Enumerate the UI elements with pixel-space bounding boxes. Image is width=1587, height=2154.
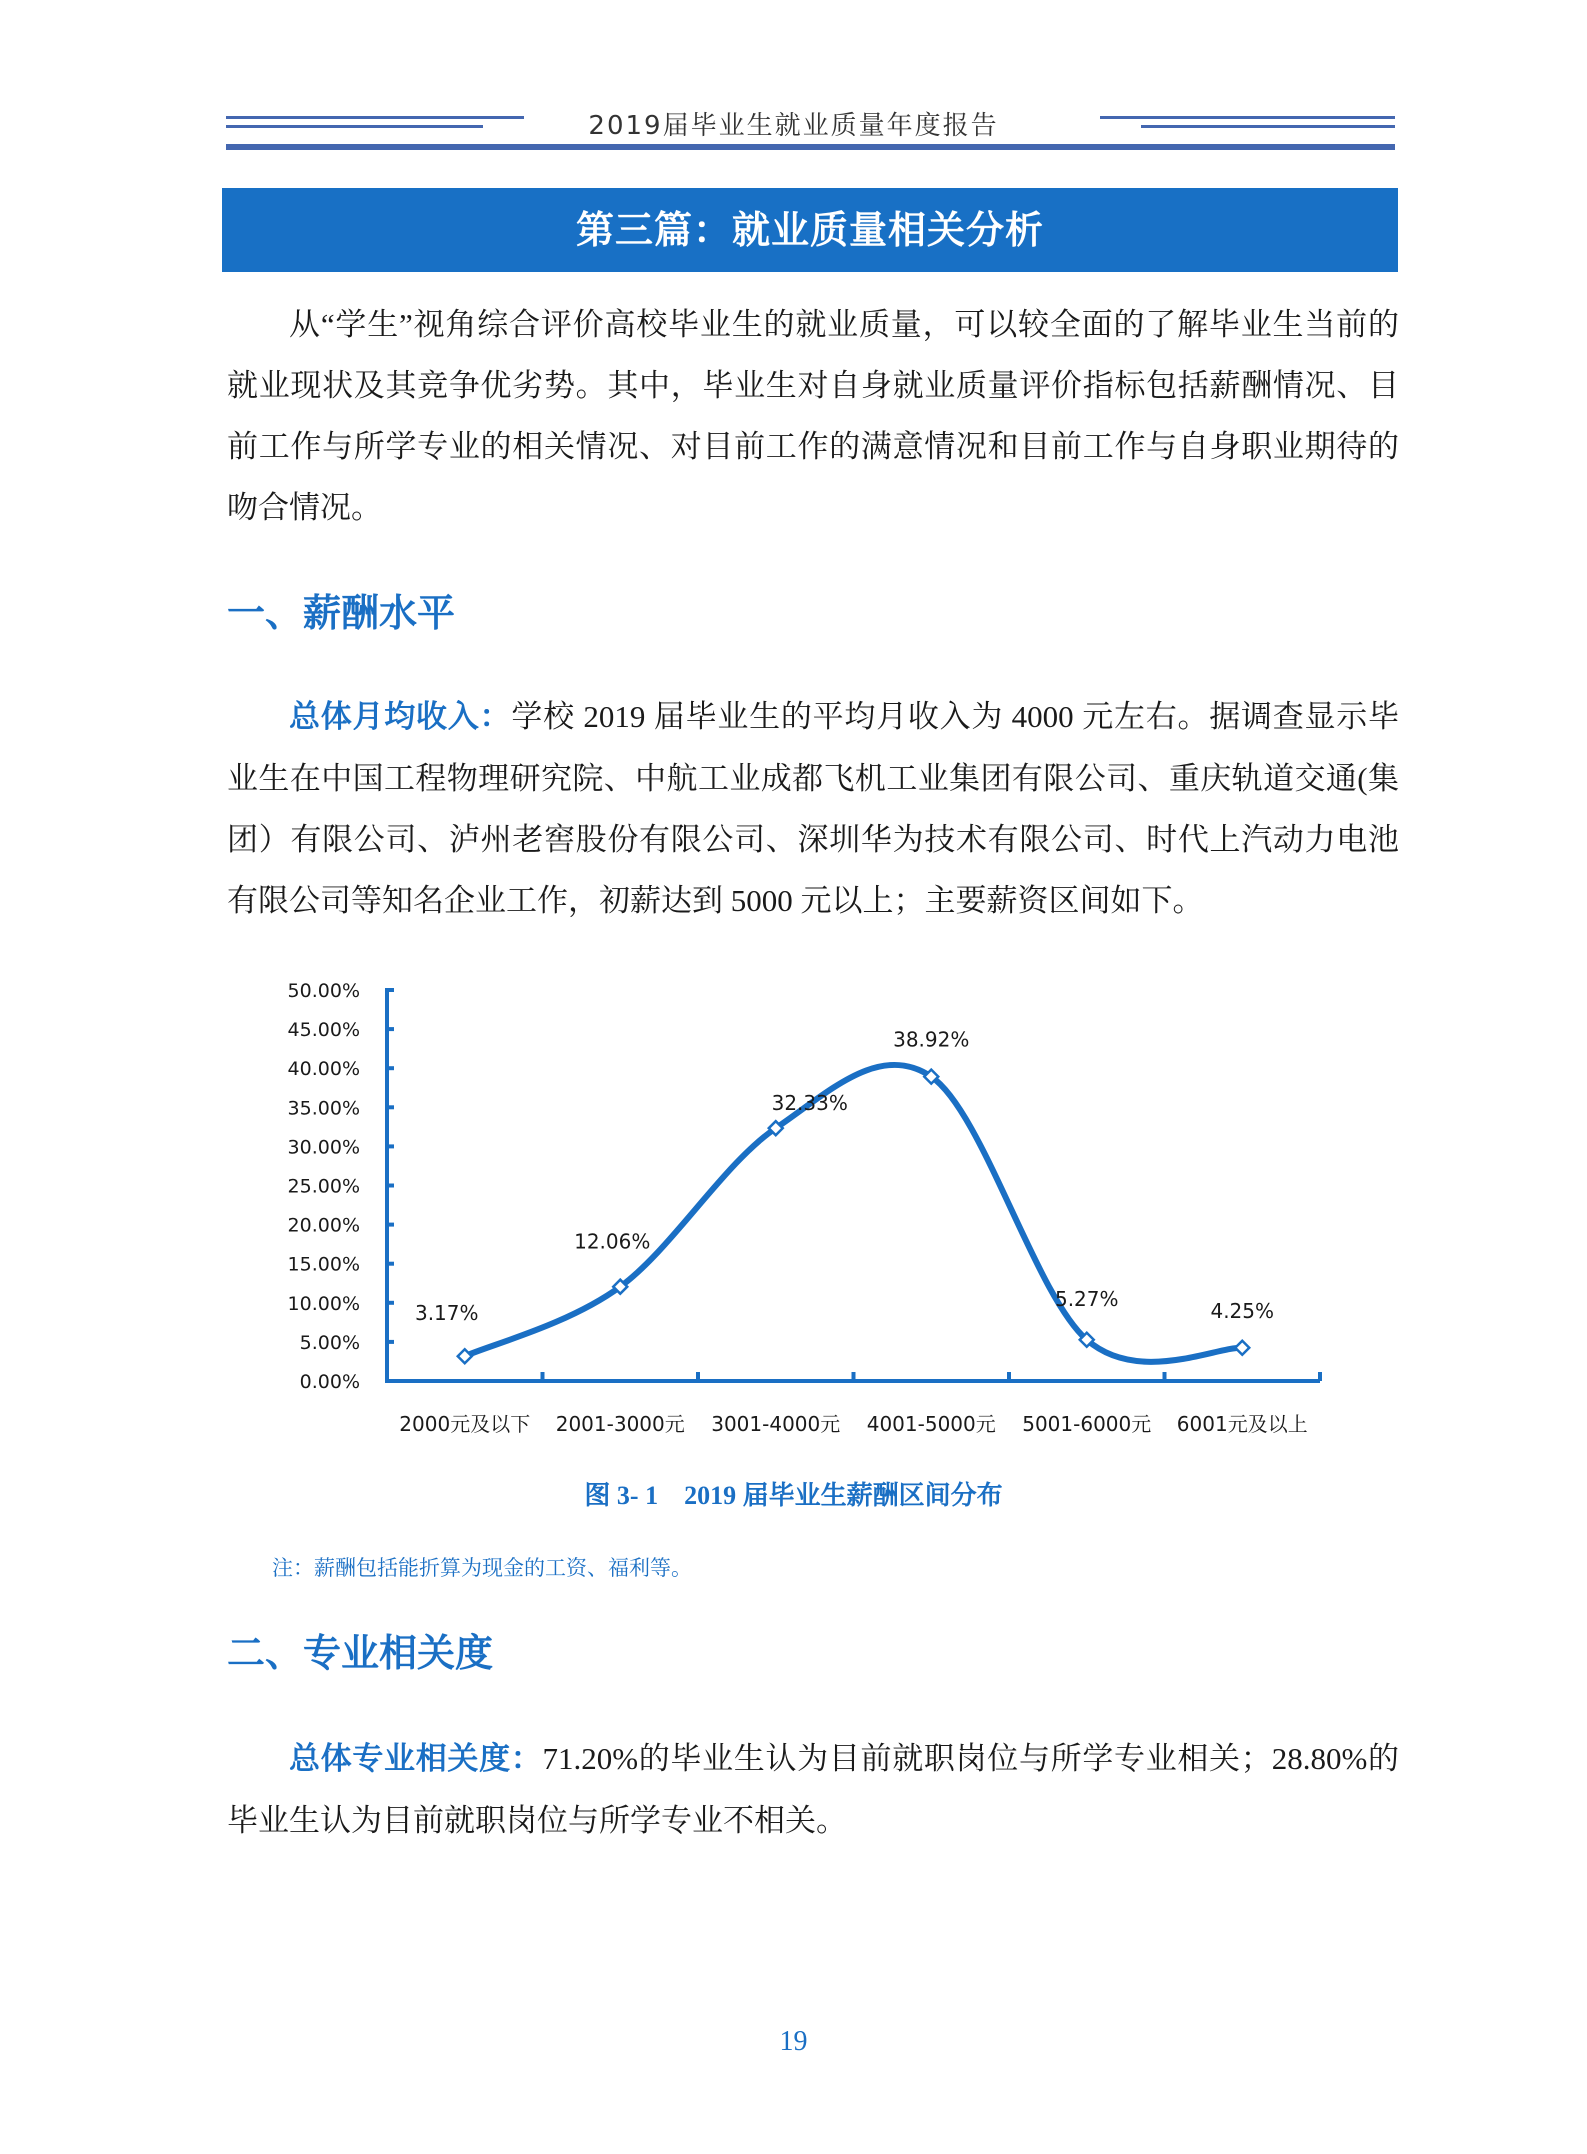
x-tick-label: 5001-6000元 (1022, 1412, 1152, 1436)
data-label: 5.27% (1054, 1286, 1119, 1311)
chapter-banner (222, 188, 1398, 272)
y-tick-label: 50.00% (287, 980, 360, 1002)
y-tick-label: 40.00% (287, 1058, 360, 1081)
x-tick-label: 6001元及以上 (1176, 1412, 1308, 1436)
data-label: 38.92% (893, 1027, 970, 1052)
y-tick-label: 5.00% (299, 1331, 360, 1354)
data-point-marker (769, 1121, 783, 1135)
x-tick-label: 2001-3000元 (555, 1412, 685, 1436)
series-salary-share (458, 1065, 1250, 1363)
data-label: 3.17% (414, 1301, 479, 1326)
figure-note: 注：薪酬包括能折算为现金的工资、福利等。 (272, 1556, 692, 1580)
y-tick-label: 0.00% (299, 1371, 360, 1393)
chapter-title: 第三篇：就业质量相关分析 (575, 208, 1044, 252)
data-label: 4.25% (1210, 1298, 1275, 1323)
header-rule-left-1 (226, 116, 524, 119)
data-labels (415, 1028, 1274, 1326)
y-tick-label: 35.00% (287, 1097, 360, 1120)
x-axis (385, 1372, 1320, 1436)
y-axis (288, 980, 394, 1393)
series-line (465, 1065, 1243, 1362)
data-point-marker (613, 1280, 627, 1294)
data-point-marker (924, 1070, 938, 1084)
data-point-marker (1080, 1333, 1094, 1347)
figure-caption: 图 3- 1 2019 届毕业生薪酬区间分布 (584, 1481, 1003, 1510)
header-rule-left-2 (226, 125, 483, 128)
relevance-lead-label: 总体专业相关度： (289, 1741, 543, 1777)
y-tick-label: 45.00% (287, 1019, 360, 1042)
page-number: 19 (779, 2026, 808, 2057)
y-tick-label: 25.00% (287, 1175, 360, 1198)
intro-paragraph: 从“学生”视角综合评价高校毕业生的就业质量，可以较全面的了解毕业生当前的就业现状及其竞争优劣势。其中，毕业生对自身就业质量评价指标包括薪酬情况、目前工作与所学专业的相关情况、对目前工作的满意情况和目前工作与自身职业期待的吻合情况。 (227, 307, 1399, 525)
data-label: 12.06% (574, 1229, 651, 1254)
salary-paragraph (227, 686, 1399, 931)
section-heading-major-relevance: 二、专业相关度 (227, 1631, 494, 1675)
data-point-marker (1235, 1341, 1249, 1355)
salary-text: 学校 2019 届毕业生的平均月收入为 4000 元左右。据调查显示毕业生在中国工程物理研究院、中航工业成都飞机工业集团有限公司、重庆轨道交通(集团）有限公司、泸州老窖股份有限公司、深圳华为技术有限公司、时代上汽动力电池有限公司等知名企业工作，初薪达到 5000 元以上；主要薪资区间如下。 (227, 699, 1400, 918)
y-tick-label: 30.00% (287, 1136, 360, 1159)
header-rule-right-1 (1100, 116, 1395, 119)
y-tick-label: 10.00% (287, 1292, 360, 1315)
header-rule-thick (226, 144, 1395, 150)
x-tick-label: 2000元及以下 (399, 1412, 531, 1436)
data-point-marker (458, 1349, 472, 1363)
data-label: 32.33% (771, 1091, 848, 1116)
relevance-paragraph (227, 1728, 1399, 1851)
relevance-text: 71.20%的毕业生认为目前就职岗位与所学专业相关；28.80%的毕业生认为目前就职岗位与所学专业不相关。 (227, 1741, 1399, 1838)
y-tick-label: 15.00% (287, 1253, 360, 1276)
running-header-title: 2019届毕业生就业质量年度报告 (588, 111, 999, 141)
salary-lead-label: 总体月均收入： (289, 699, 512, 735)
y-tick-label: 20.00% (287, 1214, 360, 1237)
header-rule-right-2 (1141, 125, 1395, 128)
x-tick-label: 3001-4000元 (711, 1412, 841, 1436)
x-tick-label: 4001-5000元 (866, 1412, 996, 1436)
section-heading-salary: 一、薪酬水平 (227, 591, 456, 635)
